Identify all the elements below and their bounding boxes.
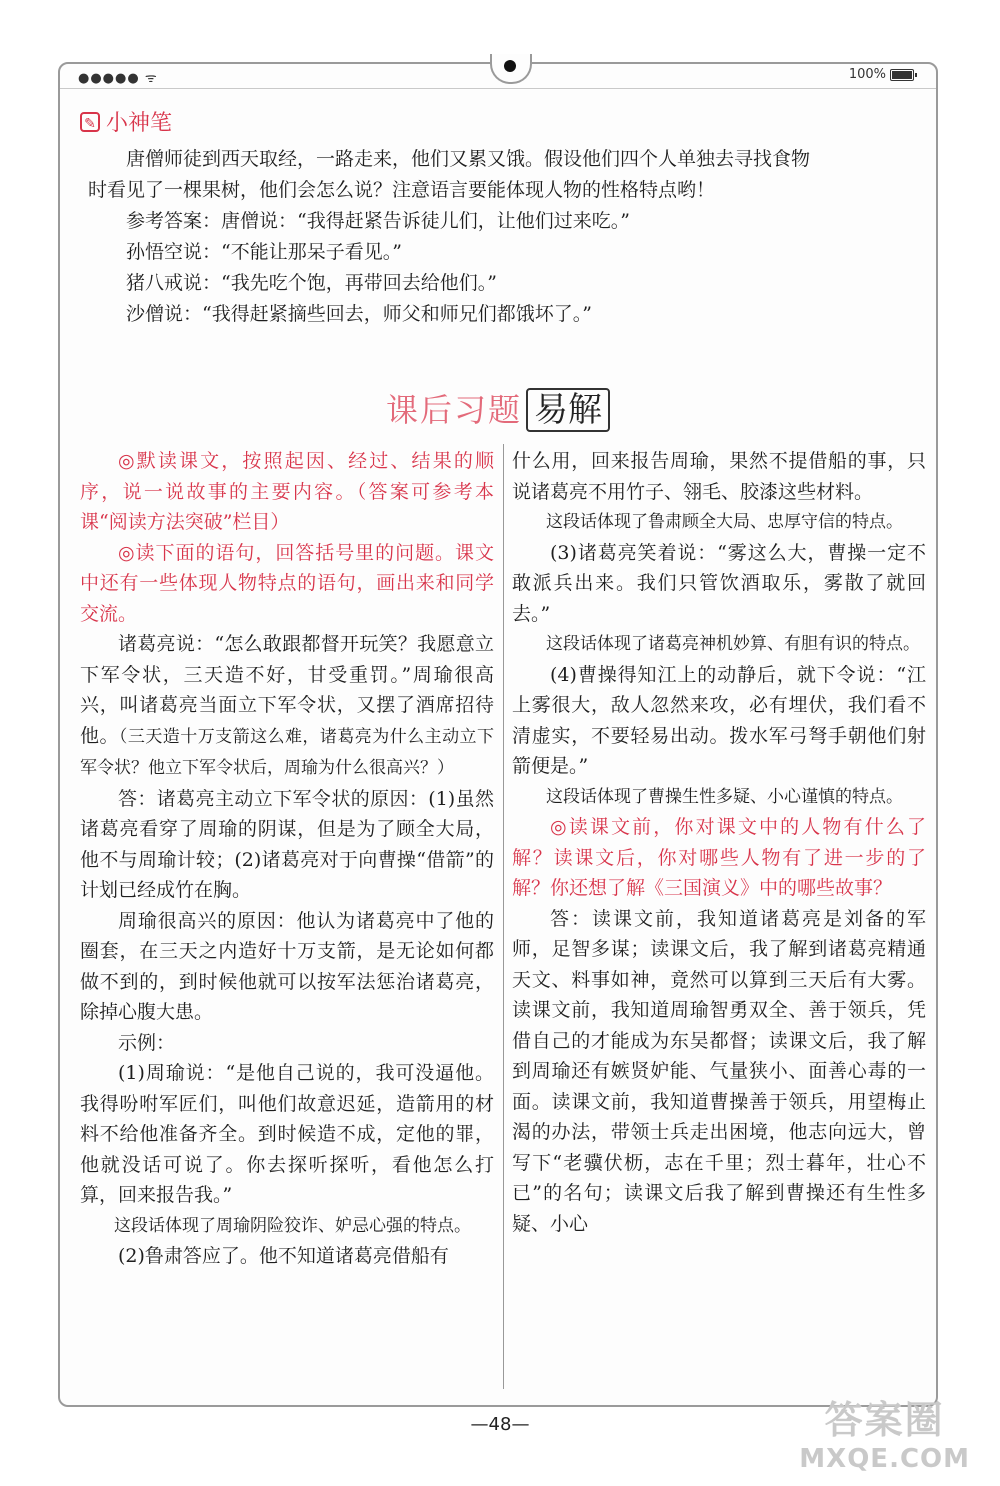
example-4: (4)曹操得知江上的动静后，就下令说：“江上雾很大，敌人忽然来攻，必有埋伏，我们看不清虚实，不要轻易出动。拨水军弓弩手朝他们射箭便是。” — [512, 663, 926, 777]
xsb-line: 孙悟空说：“不能让那呆子看见。” — [126, 241, 402, 263]
watermark-line2: MXQE.COM — [799, 1444, 970, 1474]
xsb-title: 小神笔 — [106, 111, 173, 136]
battery-percent: 100% — [848, 67, 886, 82]
section-heading-part1: 课后习题 — [385, 391, 522, 429]
xsb-header — [80, 106, 172, 137]
signal-icon: ●●●●● ᯤ — [78, 71, 158, 86]
example-label: 示例： — [118, 1031, 176, 1054]
column-divider — [503, 444, 504, 1389]
tablet-frame — [58, 62, 938, 1407]
page-number: —48— — [470, 1414, 530, 1435]
watermark-line1: 答案圈 — [824, 1398, 945, 1442]
status-bar — [60, 64, 936, 89]
answer-reason-2: 周瑜很高兴的原因：他认为诸葛亮中了他的圈套，在三天之内造好十万支箭，是无论如何都做不到的，到时候他就可以按军法惩治诸葛亮，除掉心腹大患。 — [80, 909, 494, 1023]
answer-3: 答：读课文前，我知道诸葛亮是刘备的军师，足智多谋；读课文后，我了解到诸葛亮精通天文、料事如神，竟然可以算到三天后有大雾。读课文前，我知道周瑜智勇双全、善于领兵，凭借自己的才能成为东吴都督；读课文后，我了解到周瑜还有嫉贤妒能、气量狭小、面善心毒的一面。读课文前，我知道曹操善于领兵，用望梅止渴的办法，带领士兵走出困境，他志向远大，曾写下“老骥伏枥，志在千里；烈士暮年，壮心不已”的名句；读课文后我了解到曹操还有生性多疑、小心 — [512, 907, 926, 1235]
example-2-comment: 这段话体现了鲁肃顾全大局、忠厚守信的特点。 — [546, 512, 903, 532]
pen-icon: ✎ — [80, 112, 100, 132]
xsb-line: 参考答案：唐僧说：“我得赶紧告诉徒儿们，让他们过来吃。” — [126, 210, 630, 232]
xsb-line: 沙僧说：“我得赶紧摘些回去，师父和师兄们都饿坏了。” — [126, 303, 592, 325]
example-2-cont: 什么用，回来报告周瑜，果然不提借船的事，只说诸葛亮不用竹子、翎毛、胶漆这些材料。 — [512, 450, 926, 503]
section-heading-part2: 易解 — [526, 388, 610, 432]
question-3: ◎读课文前，你对课文中的人物有什么了解？读课文后，你对哪些人物有了进一步的了解？你还想了解《三国演义》中的哪些故事？ — [512, 816, 926, 899]
xsb-line: 唐僧师徒到西天取经，一路走来，他们又累又饿。假设他们四个人单独去寻找食物 — [126, 148, 811, 170]
camera-icon — [504, 60, 516, 72]
xsb-line: 时看见了一棵果树，他们会怎么说？注意语言要能体现人物的性格特点哟！ — [88, 179, 716, 201]
quote-text — [80, 629, 494, 784]
answer-reason-1: 答：诸葛亮主动立下军令状的原因：(1)虽然诸葛亮看穿了周瑜的阴谋，但是为了顾全大局，他不与周瑜计较；(2)诸葛亮对于向曹操“借箭”的计划已经成竹在胸。 — [80, 787, 494, 901]
example-3: (3)诸葛亮笑着说：“雾这么大，曹操一定不敢派兵出来。我们只管饮酒取乐，雾散了就回去。” — [512, 541, 926, 625]
camera-notch — [490, 54, 532, 84]
example-3-comment: 这段话体现了诸葛亮神机妙算、有胆有识的特点。 — [546, 634, 920, 654]
example-1: (1)周瑜说：“是他自己说的，我可没逼他。我得吩咐军匠们，叫他们故意迟延，造箭用的材料不给他准备齐全。到时候造不成，定他的罪，他就没话可说了。你去探听探听，看他怎么打算，回来报告我。” — [80, 1062, 494, 1206]
right-column — [512, 446, 926, 1239]
example-4-comment: 这段话体现了曹操生性多疑、小心谨慎的特点。 — [546, 786, 903, 807]
example-2-start: (2)鲁肃答应了。他不知道诸葛亮借船有 — [118, 1245, 449, 1267]
section-heading — [60, 382, 936, 431]
battery-indicator — [849, 67, 914, 82]
watermark-logo — [799, 1389, 970, 1474]
left-column — [80, 446, 494, 1272]
battery-icon — [890, 69, 914, 81]
quote-body: 诸葛亮说：“怎么敢跟都督开玩笑？我愿意立下军令状，三天造不好，甘受重罚。”周瑜很高兴，叫诸葛亮当面立下军令状，又摆了酒席招待他。 — [80, 633, 494, 747]
question-1: ◎默读课文，按照起因、经过、结果的顺序，说一说故事的主要内容。（答案可参考本课“阅读方法突破”栏目） — [80, 450, 494, 533]
xsb-body — [88, 144, 918, 330]
example-1-comment: 这段话体现了周瑜阴险狡诈、妒忌心强的特点。 — [114, 1215, 471, 1236]
question-2: ◎读下面的语句，回答括号里的问题。课文中还有一些体现人物特点的语句，画出来和同学交流。 — [80, 541, 494, 625]
quote-question: （三天造十万支箭这么难，诸葛亮为什么主动立下军令状？他立下军令状后，周瑜为什么很高兴？） — [80, 726, 494, 778]
xsb-line: 猪八戒说：“我先吃个饱，再带回去给他们。” — [126, 272, 497, 294]
